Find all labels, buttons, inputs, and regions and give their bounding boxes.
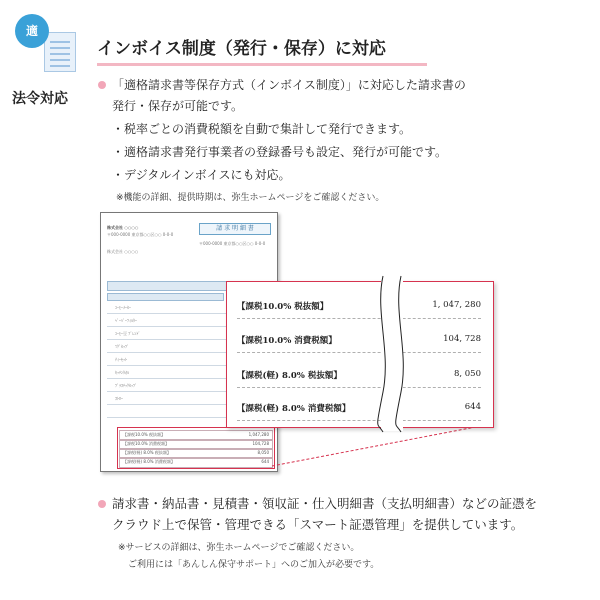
tax-value: 644 <box>464 402 481 412</box>
badge-icon: 適 <box>15 14 49 48</box>
tax-row <box>237 332 481 353</box>
section1-line2: 発行・保存が可能です。 <box>112 99 244 113</box>
section2-note: ※サービスの詳細は、弥生ホームページでご確認ください。 <box>118 543 360 553</box>
invoice-item: ﾏｸﾞｶｯﾌﾟ <box>115 344 129 349</box>
tax-label: 【課税10.0% 消費税額】 <box>237 336 337 346</box>
break-line-left <box>378 276 386 432</box>
invoice-item: ﾌﾟﾗｽﾁｯｸｶｯﾌﾟ <box>115 383 137 388</box>
section1-line1: 「適格請求書等保存方式（インボイス制度）」に対応した請求書の <box>112 78 466 92</box>
tax-row <box>237 400 481 421</box>
break-mark-icon <box>375 272 409 436</box>
tax-value: 8, 050 <box>453 369 481 379</box>
tax-value: 1, 047, 280 <box>432 300 481 310</box>
invoice-tax-value: 104,728 <box>252 441 269 446</box>
break-line-right <box>396 276 404 432</box>
tax-value: 104, 728 <box>443 334 481 344</box>
tax-label: 【課税10.0% 税抜額】 <box>237 302 329 312</box>
invoice-tax-label: 【課税(軽) 8.0% 税抜額】 <box>123 450 171 455</box>
invoice-title: 請 求 明 細 書 <box>199 223 271 235</box>
invoice-item: ｺｰﾋｰﾒｰｶｰ <box>115 305 131 310</box>
invoice-tax-label: 【課税(軽) 8.0% 消費税額】 <box>123 459 175 464</box>
invoice-item: ﾍﾟｰﾊﾟｰﾌｨﾙﾀｰ <box>115 318 137 323</box>
tax-label: 【課税(軽) 8.0% 税抜額】 <box>237 371 342 381</box>
invoice-item: ｺｰﾋｰ豆 ﾌﾞﾚﾝﾄﾞ <box>115 331 141 336</box>
invoice-item: ﾃｨｰｾｯﾄ <box>115 357 127 362</box>
invoice-tax-label: 【課税10.0% 税抜額】 <box>123 432 165 437</box>
feature-item: ・デジタルインボイスにも対応。 <box>112 168 291 182</box>
section1-note: ※機能の詳細、提供時期は、弥生ホームページをご確認ください。 <box>116 193 385 203</box>
invoice-company: 株式会社 ○○○○ <box>107 225 139 230</box>
section2-note: ご利用には「あんしん保守サポート」へのご加入が必要です。 <box>128 560 380 570</box>
bullet-icon <box>98 500 106 508</box>
invoice-tax-label: 【課税10.0% 消費税額】 <box>123 441 169 446</box>
invoice-address: 〒000-0000 東京都○○区○○ 0-0-0 <box>107 232 174 237</box>
tax-zoom-panel <box>226 281 494 428</box>
invoice-item: ｷｯﾁﾝﾀｵﾙ <box>115 370 129 375</box>
tax-row <box>237 367 481 388</box>
invoice-item: ｽﾄﾛｰ <box>115 396 123 401</box>
side-label: 法令対応 <box>12 91 68 107</box>
invoice-tax-value: 644 <box>261 459 269 464</box>
invoice-tax-value: 1,047,280 <box>248 432 269 437</box>
tax-label: 【課税(軽) 8.0% 消費税額】 <box>237 404 351 414</box>
section2-line1: 請求書・納品書・見積書・領収証・仕入明細書（支払明細書）などの証憑を <box>112 496 538 511</box>
invoice-issuer-address: 〒000-0000 東京都○○区○○ 0-0-0 <box>199 241 266 246</box>
invoice-recipient: 株式会社 ○○○○ <box>107 249 139 254</box>
feature-item: ・税率ごとの消費税額を自動で集計して発行できます。 <box>112 122 412 136</box>
feature-item: ・適格請求書発行事業者の登録番号も設定、発行が可能です。 <box>112 145 448 159</box>
page-title: インボイス制度（発行・保存）に対応 <box>97 39 386 59</box>
tax-row <box>237 298 481 319</box>
section2-line2: クラウド上で保管・管理できる「スマート証憑管理」を提供しています。 <box>112 517 524 532</box>
invoice-tax-value: 8,050 <box>257 450 269 455</box>
